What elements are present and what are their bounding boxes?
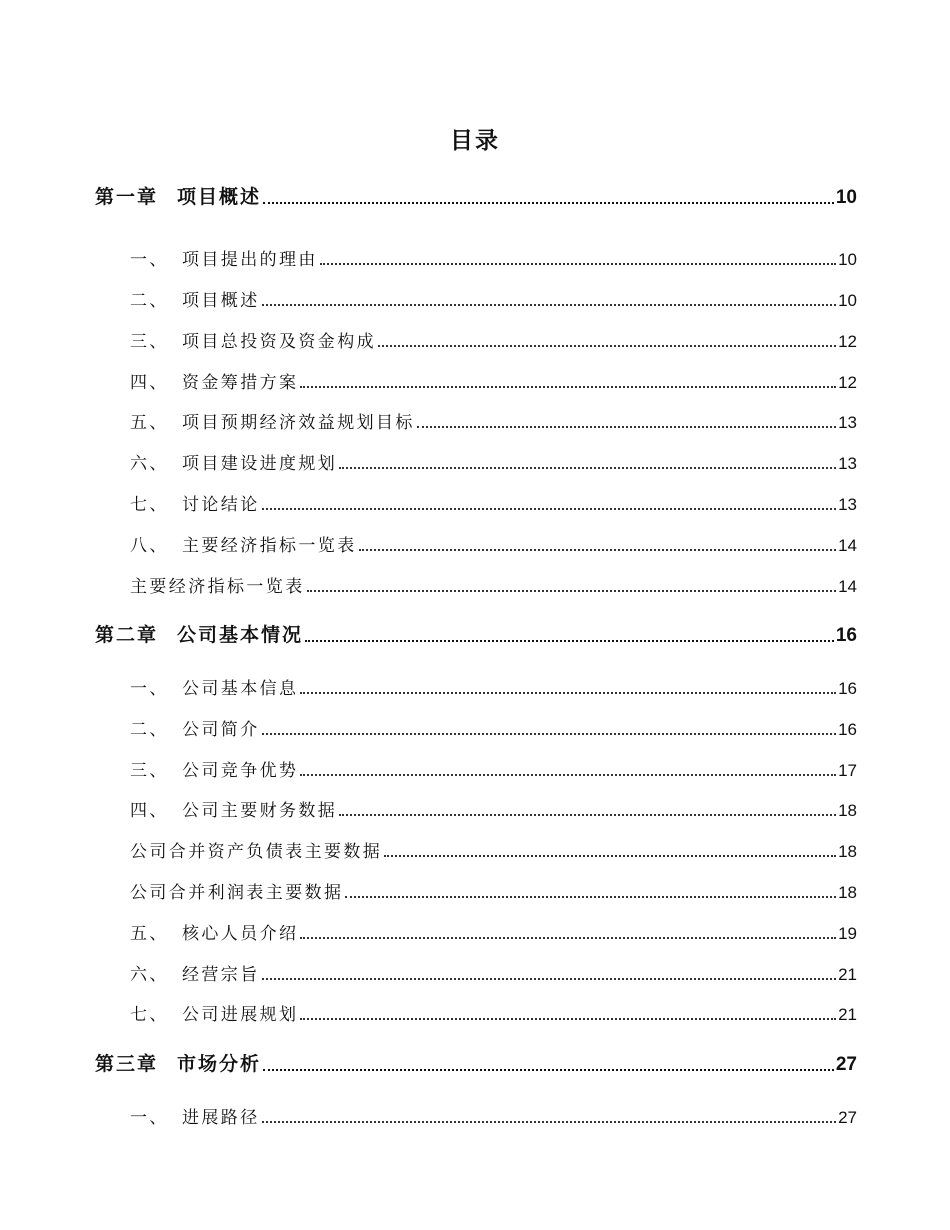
page-number: 14	[838, 536, 857, 555]
toc-entry[interactable]	[130, 326, 857, 352]
page-number: 12	[838, 332, 857, 351]
dot-leader	[300, 774, 836, 776]
section-title: 公司主要财务数据	[182, 801, 338, 821]
section-title: 公司基本信息	[182, 679, 299, 699]
dot-leader	[300, 1018, 836, 1020]
page-number: 16	[838, 720, 857, 739]
section-title: 项目提出的理由	[182, 250, 318, 270]
section-title: 经营宗旨	[182, 965, 260, 985]
dot-leader	[339, 467, 836, 469]
section-number: 六、	[130, 454, 169, 474]
toc-entry-label	[130, 572, 305, 597]
chapter-number: 第三章	[95, 1053, 159, 1075]
page-number: 13	[838, 495, 857, 514]
page-number: 18	[838, 883, 857, 902]
page-number: 18	[838, 842, 857, 861]
toc-entry[interactable]	[130, 714, 857, 740]
section-number: 二、	[130, 720, 169, 740]
dot-leader	[300, 937, 836, 939]
table-title: 公司合并资产负债表主要数据	[130, 842, 383, 862]
chapter-number: 第一章	[95, 186, 159, 208]
toc-entry[interactable]	[130, 367, 857, 393]
section-title: 项目建设进度规划	[182, 454, 338, 474]
dot-leader	[262, 733, 836, 735]
toc-entry-label	[130, 531, 357, 556]
dot-leader	[384, 855, 836, 857]
toc-entry[interactable]	[130, 999, 857, 1025]
toc-entry[interactable]	[130, 285, 857, 311]
page-number: 10	[835, 187, 857, 208]
section-number: 六、	[130, 965, 169, 985]
toc-entry-chapter-1[interactable]	[95, 183, 857, 209]
section-title: 项目预期经济效益规划目标	[182, 413, 415, 433]
toc-entry[interactable]	[130, 1102, 857, 1128]
section-number: 四、	[130, 801, 169, 821]
section-title: 资金筹措方案	[182, 373, 299, 393]
toc-entry-label	[95, 620, 303, 647]
dot-leader	[262, 304, 836, 306]
section-number: 一、	[130, 679, 169, 699]
section-number: 八、	[130, 536, 169, 556]
section-title: 公司进展规划	[182, 1005, 299, 1025]
toc-title: 目录	[450, 128, 500, 154]
page-number: 27	[838, 1108, 857, 1127]
toc-entry-label	[130, 837, 382, 862]
section-number: 七、	[130, 1005, 169, 1025]
toc-entry-label	[130, 715, 260, 740]
section-title: 核心人员介绍	[182, 924, 299, 944]
page-number: 17	[838, 761, 857, 780]
section-number: 三、	[130, 332, 169, 352]
toc-entry-label	[130, 490, 260, 515]
page-number: 16	[838, 679, 857, 698]
toc-entry-label	[130, 796, 337, 821]
toc-entry-label	[130, 878, 343, 903]
toc-entry-table[interactable]	[130, 877, 857, 903]
dot-leader	[263, 202, 834, 204]
page-number: 18	[838, 801, 857, 820]
toc-entry-label	[95, 182, 261, 209]
toc-entry[interactable]	[130, 489, 857, 515]
toc-entry[interactable]	[130, 244, 857, 270]
dot-leader	[262, 508, 836, 510]
toc-entry[interactable]	[130, 407, 857, 433]
page-number: 14	[838, 577, 857, 596]
section-number: 四、	[130, 373, 169, 393]
toc-entry-chapter-3[interactable]	[95, 1050, 857, 1076]
toc-entry[interactable]	[130, 448, 857, 474]
toc-entry-label	[130, 449, 337, 474]
toc-entry-label	[130, 919, 298, 944]
section-number: 一、	[130, 250, 169, 270]
dot-leader	[339, 814, 836, 816]
section-title: 项目概述	[182, 291, 260, 311]
chapter-title: 公司基本情况	[177, 624, 304, 646]
dot-leader	[305, 640, 834, 642]
table-title: 主要经济指标一览表	[130, 577, 305, 597]
dot-leader	[378, 345, 836, 347]
toc-entry-chapter-2[interactable]	[95, 621, 857, 647]
toc-entry-label	[130, 674, 298, 699]
section-title: 项目总投资及资金构成	[182, 332, 376, 352]
page-number: 19	[838, 924, 857, 943]
page-number: 21	[838, 1005, 857, 1024]
toc-entry-label	[130, 368, 298, 393]
toc-entry-label	[130, 408, 415, 433]
page-number: 10	[838, 291, 857, 310]
toc-entry-label	[130, 286, 260, 311]
page-number: 13	[838, 454, 857, 473]
toc-entry-label	[130, 327, 376, 352]
toc-entry[interactable]	[130, 959, 857, 985]
toc-entry-label	[130, 245, 318, 270]
page-number: 12	[838, 373, 857, 392]
section-title: 讨论结论	[182, 495, 260, 515]
section-number: 三、	[130, 761, 169, 781]
dot-leader	[320, 263, 836, 265]
chapter-title: 项目概述	[177, 186, 262, 208]
page-number: 13	[838, 413, 857, 432]
dot-leader	[417, 426, 836, 428]
dot-leader	[263, 1069, 834, 1071]
toc-entry-table[interactable]	[130, 836, 857, 862]
page-number: 21	[838, 965, 857, 984]
section-title: 公司竞争优势	[182, 761, 299, 781]
page-number: 16	[835, 625, 857, 646]
toc-entry-label	[95, 1049, 261, 1076]
chapter-title: 市场分析	[177, 1053, 262, 1075]
toc-entry-label	[130, 756, 298, 781]
chapter-number: 第二章	[95, 624, 159, 646]
toc-entry[interactable]	[130, 795, 857, 821]
toc-entry[interactable]	[130, 755, 857, 781]
dot-leader	[307, 590, 836, 592]
dot-leader	[300, 386, 836, 388]
dot-leader	[262, 1121, 836, 1123]
toc-entry-label	[130, 1000, 298, 1025]
section-number: 七、	[130, 495, 169, 515]
toc-entry-table[interactable]	[130, 571, 857, 597]
dot-leader	[262, 978, 836, 980]
section-number: 五、	[130, 924, 169, 944]
section-title: 进展路径	[182, 1108, 260, 1128]
section-number: 一、	[130, 1108, 169, 1128]
page-number: 10	[838, 250, 857, 269]
dot-leader	[359, 549, 836, 551]
dot-leader	[345, 896, 836, 898]
toc-entry[interactable]	[130, 673, 857, 699]
table-title: 公司合并利润表主要数据	[130, 883, 344, 903]
section-title: 主要经济指标一览表	[182, 536, 357, 556]
toc-entry[interactable]	[130, 918, 857, 944]
toc-entry-label	[130, 960, 260, 985]
section-number: 五、	[130, 413, 169, 433]
toc-entry-label	[130, 1103, 260, 1128]
dot-leader	[300, 692, 836, 694]
page-number: 27	[835, 1054, 857, 1075]
section-title: 公司简介	[182, 720, 260, 740]
section-number: 二、	[130, 291, 169, 311]
toc-entry[interactable]	[130, 530, 857, 556]
